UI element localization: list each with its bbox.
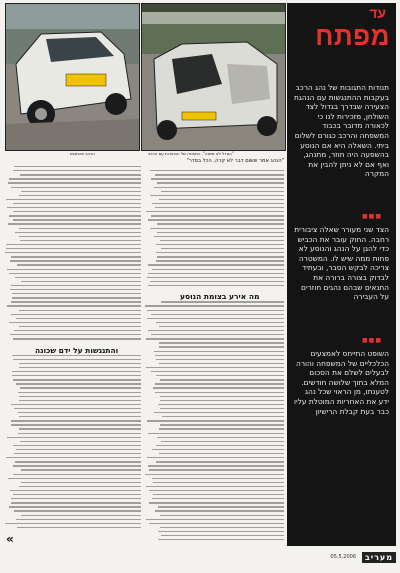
text-line <box>20 387 141 388</box>
sidebar-title-main: מפתח <box>315 21 390 51</box>
text-line <box>19 428 141 429</box>
text-line <box>18 392 141 393</box>
text-line <box>152 203 284 204</box>
text-line <box>13 379 141 380</box>
text-line <box>148 465 284 466</box>
pull-quote: "הנהג אמר ששום דבר לא קרה, הכל בסדר" <box>186 158 284 164</box>
text-line <box>151 178 284 179</box>
text-line <box>19 486 141 487</box>
text-line <box>155 355 284 356</box>
text-line <box>12 297 141 298</box>
text-line <box>7 305 141 306</box>
text-line <box>6 248 141 249</box>
publication-name: מעריב <box>362 552 396 563</box>
text-line <box>21 281 141 282</box>
text-line <box>18 412 141 413</box>
continuation-arrows-icon: « <box>6 532 14 546</box>
text-line <box>150 228 284 229</box>
text-line <box>15 277 141 278</box>
text-line <box>13 203 141 204</box>
text-line <box>147 310 284 311</box>
text-line <box>21 515 141 516</box>
text-line <box>5 252 141 253</box>
text-line <box>16 318 141 319</box>
text-line <box>15 232 141 233</box>
text-line <box>148 264 284 265</box>
text-line <box>146 338 284 339</box>
text-line <box>152 449 284 450</box>
text-line <box>156 461 284 462</box>
text-line <box>147 420 284 421</box>
text-line <box>154 236 284 237</box>
text-line <box>153 387 284 388</box>
text-line <box>148 285 284 286</box>
text-line <box>19 195 141 196</box>
text-line <box>155 510 284 511</box>
text-line <box>14 453 141 454</box>
sidebar-paragraph-1: תנודות התגובות של נהג הרכב בעקבות ההתנגשות עם הנהגת הצעירה שבדרך בגדול לצד השולחן, מזכירות לנו כי לכאורה מדובר בכבוד המשפחה והרכב כגורם לשלום ביתי. השאלה היא אם הנוסע בהשפעה היה חוזר, מתנהג, ואף אם לא ניתן להבין את המקרה <box>293 83 389 179</box>
text-line <box>146 486 284 487</box>
text-line <box>161 535 284 536</box>
text-line <box>13 338 141 339</box>
text-line <box>149 469 284 470</box>
text-line <box>9 178 141 179</box>
text-line <box>147 318 284 319</box>
text-line <box>19 326 141 327</box>
text-line <box>11 424 141 425</box>
text-line <box>13 445 141 446</box>
text-line <box>9 215 141 216</box>
text-line <box>11 404 141 405</box>
text-line <box>17 264 141 265</box>
text-line <box>14 166 141 167</box>
text-line <box>145 305 284 306</box>
text-line <box>13 219 141 220</box>
text-line <box>149 490 284 491</box>
text-line <box>148 273 284 274</box>
text-line <box>155 207 284 208</box>
text-line <box>17 527 141 528</box>
photo-caption-right: "הגודל לא משנה". התאונה של הבחורות עם הרכב <box>148 151 234 156</box>
text-line <box>149 502 284 503</box>
text-line <box>7 437 141 438</box>
text-line <box>158 531 284 532</box>
text-line <box>10 289 141 290</box>
text-line <box>157 256 284 257</box>
text-line <box>10 490 141 491</box>
text-line <box>160 527 284 528</box>
text-line <box>159 428 284 429</box>
text-line <box>21 482 141 483</box>
text-line <box>14 408 141 409</box>
text-line <box>156 322 284 323</box>
text-line <box>147 277 284 278</box>
text-line <box>154 187 284 188</box>
text-line <box>13 211 141 212</box>
photo-damaged-car <box>141 3 286 151</box>
text-line <box>6 457 141 458</box>
text-line <box>160 379 284 380</box>
text-line <box>161 191 284 192</box>
text-line <box>7 207 141 208</box>
text-line <box>12 375 141 376</box>
crashed-suv-illustration <box>6 4 139 150</box>
text-line <box>18 433 141 434</box>
article-subhead-1: מה אירע בצומת הנוסע <box>180 292 260 301</box>
text-line <box>152 498 284 499</box>
text-line <box>161 301 284 302</box>
text-line <box>19 228 141 229</box>
text-line <box>19 400 141 401</box>
page-footer <box>5 550 396 568</box>
text-line <box>145 474 284 475</box>
text-line <box>146 211 284 212</box>
text-line <box>158 404 284 405</box>
text-line <box>11 256 141 257</box>
text-line <box>159 363 284 364</box>
text-line <box>11 502 141 503</box>
text-line <box>14 510 141 511</box>
text-line <box>158 506 284 507</box>
sidebar-box <box>287 3 396 546</box>
text-line <box>16 449 141 450</box>
text-line <box>150 170 284 171</box>
sidebar-paragraph-2: הצד שני מעורר שאלה ציבורית רחבה. החוק עובר את הכביש כדי להגן על הנהג והנוסע לא פחות ממה שיש לו. המשטרה צריכה לבקש הסבר, ובעתיד לבדוק בצורה ברורה את התנאים שבהם נהגים חוזרים על העבירה <box>294 225 389 302</box>
text-line <box>13 465 141 466</box>
text-line <box>11 420 141 421</box>
text-line <box>151 334 284 335</box>
text-line <box>15 461 141 462</box>
text-line <box>9 273 141 274</box>
article-column-left <box>5 160 141 530</box>
text-line <box>9 322 141 323</box>
text-line <box>156 359 284 360</box>
text-line <box>156 375 284 376</box>
text-line <box>6 199 141 200</box>
sidebar-title-top: עד <box>369 5 386 21</box>
text-line <box>150 195 284 196</box>
text-line <box>157 182 284 183</box>
text-line <box>21 469 141 470</box>
text-line <box>159 342 284 343</box>
text-line <box>8 478 141 479</box>
text-line <box>162 416 284 417</box>
sidebar-separator-1: ■■■ <box>361 213 382 220</box>
text-line <box>16 519 141 520</box>
text-line <box>159 346 284 347</box>
text-line <box>157 223 284 224</box>
text-line <box>153 482 284 483</box>
text-line <box>160 400 284 401</box>
text-line <box>19 236 141 237</box>
text-line <box>13 474 141 475</box>
sidebar-paragraph-3: השופט התייחס לאמצעים הכלכליים של המשפחה והורה לבעלים לשלם את הסכום המלא בתוך שלושה חודשים. לטענתו, מן הראוי שכל נהג ידע את האחריות המוטלת עליו כבר בעת קבלת הרישיון <box>293 349 389 416</box>
text-line <box>8 182 141 183</box>
text-line <box>155 174 284 175</box>
text-line <box>161 441 284 442</box>
text-line <box>155 392 284 393</box>
text-line <box>14 330 141 331</box>
photo-crashed-suv <box>5 3 140 151</box>
text-line <box>156 244 284 245</box>
damaged-car-illustration <box>142 4 285 150</box>
text-line <box>151 371 284 372</box>
text-line <box>150 281 284 282</box>
text-line <box>149 523 284 524</box>
text-line <box>156 260 284 261</box>
publication-date: 05.5.2006 <box>330 554 356 560</box>
text-line <box>11 285 141 286</box>
text-line <box>11 498 141 499</box>
text-line <box>151 215 284 216</box>
text-line <box>11 301 141 302</box>
text-line <box>160 396 284 397</box>
text-line <box>157 232 284 233</box>
text-line <box>159 453 284 454</box>
text-line <box>159 326 284 327</box>
text-line <box>154 412 284 413</box>
text-line <box>20 441 141 442</box>
text-line <box>9 506 141 507</box>
text-line <box>146 519 284 520</box>
text-line <box>154 351 284 352</box>
text-line <box>146 367 284 368</box>
text-line <box>20 174 141 175</box>
text-line <box>160 515 284 516</box>
text-line <box>7 269 141 270</box>
text-line <box>148 433 284 434</box>
text-line <box>6 244 142 245</box>
text-line <box>16 383 141 384</box>
text-line <box>5 523 141 524</box>
text-line <box>12 293 141 294</box>
text-line <box>10 260 141 261</box>
text-line <box>160 408 284 409</box>
text-line <box>156 252 284 253</box>
text-line <box>159 199 284 200</box>
text-line <box>147 457 284 458</box>
text-line <box>13 494 141 495</box>
text-line <box>160 240 284 241</box>
text-line <box>21 191 141 192</box>
text-line <box>152 269 284 270</box>
text-line <box>19 416 141 417</box>
text-line <box>148 330 284 331</box>
text-line <box>19 396 141 397</box>
text-line <box>152 478 284 479</box>
text-line <box>161 248 284 249</box>
text-line <box>157 437 284 438</box>
text-line <box>153 494 284 495</box>
text-line <box>158 539 284 540</box>
text-line <box>19 363 141 364</box>
article-column-right <box>145 160 284 545</box>
text-line <box>19 367 141 368</box>
text-line <box>156 445 284 446</box>
sidebar-separator-2: ■■■ <box>361 337 382 344</box>
text-line <box>8 223 141 224</box>
text-line <box>19 310 141 311</box>
text-line <box>12 371 141 372</box>
text-line <box>13 170 141 171</box>
text-line <box>10 334 141 335</box>
article-subhead-2: והתנגשות על ידם שכונה <box>35 346 119 355</box>
text-line <box>160 424 284 425</box>
text-line <box>148 219 284 220</box>
text-line <box>151 314 284 315</box>
text-line <box>155 383 284 384</box>
text-line <box>20 240 141 241</box>
text-line <box>13 359 141 360</box>
text-line <box>11 314 141 315</box>
text-line <box>11 187 141 188</box>
photo-caption-left: הרכב שהתנגש <box>70 151 95 156</box>
